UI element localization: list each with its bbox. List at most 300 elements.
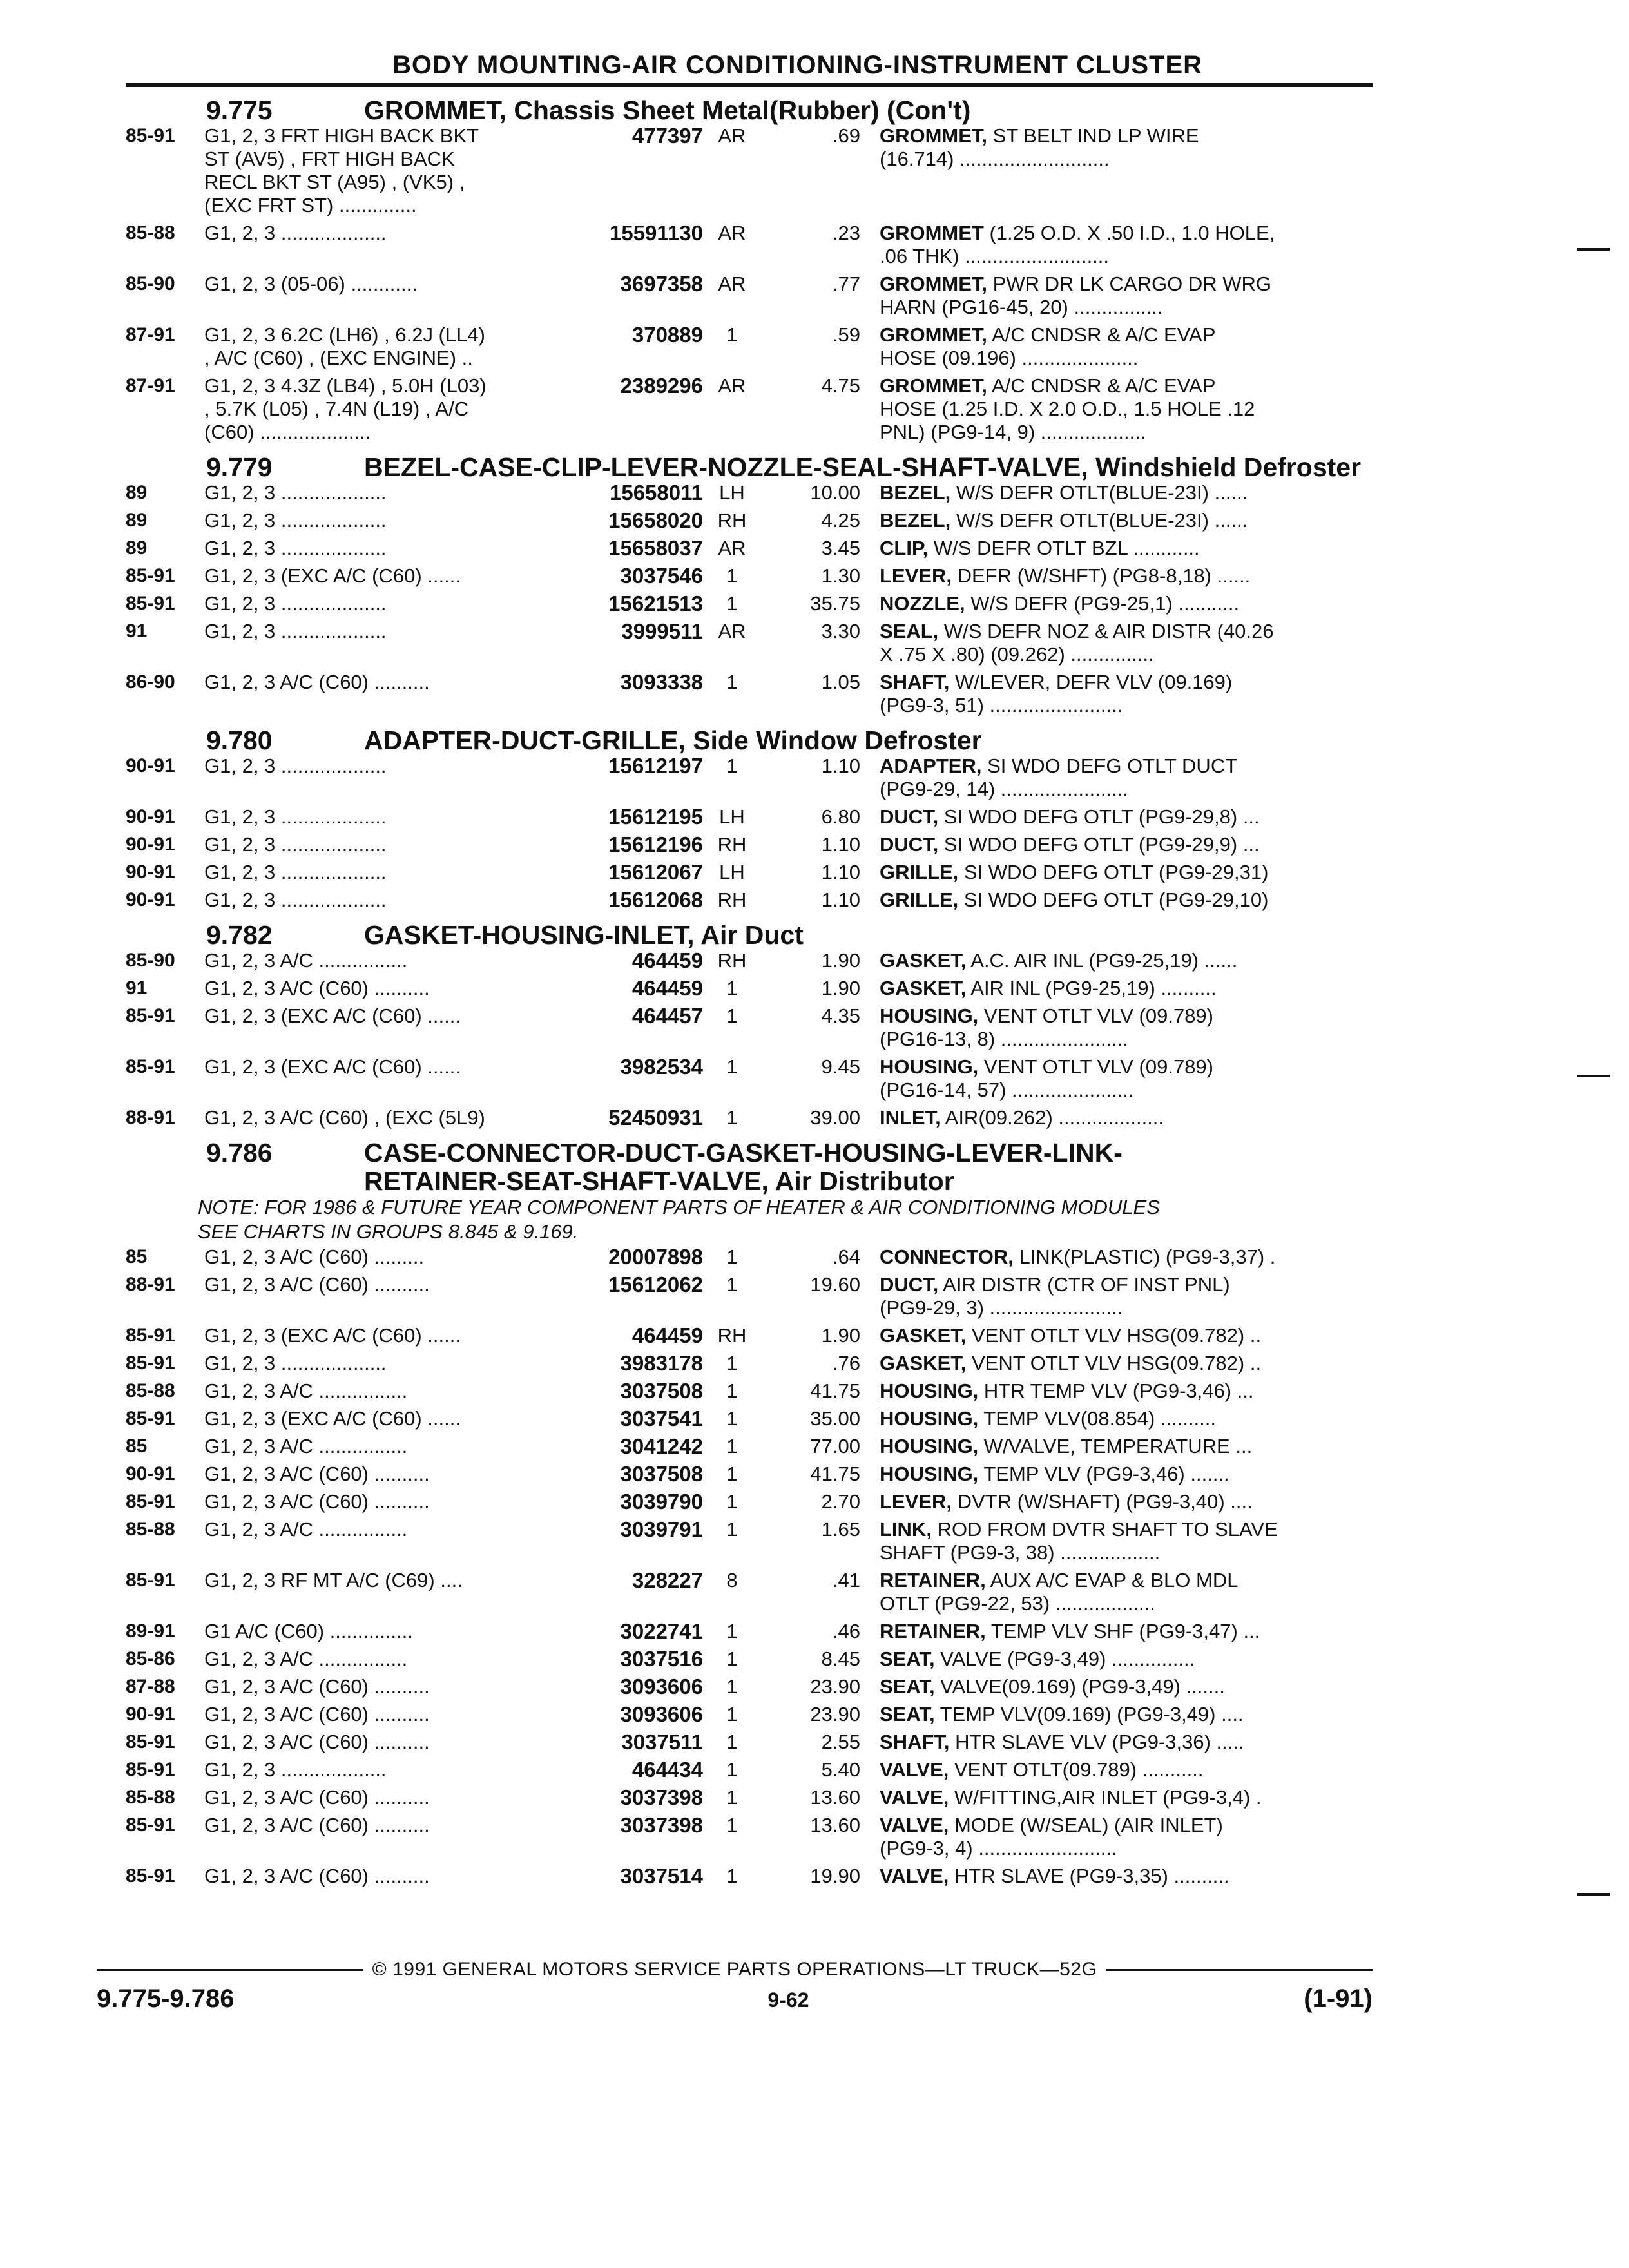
part-number: 370889 (631, 323, 703, 347)
quantity: 1 (726, 754, 738, 777)
price: 8.45 (821, 1648, 860, 1670)
section-title: GROMMET, Chassis Sheet Metal(Rubber) (Con't) (364, 95, 971, 125)
parts-section (126, 1139, 1373, 1888)
application: G1, 2, 3 (EXC A/C (C60) ...... (204, 1407, 461, 1430)
part-name: RETAINER, (880, 1620, 986, 1642)
part-description (880, 124, 1373, 171)
part-name: GROMMET, (880, 273, 988, 295)
part-detail: W/S DEFR OTLT BZL ............ (928, 537, 1200, 559)
application: G1, 2, 3 A/C (C60) ......... (204, 1245, 425, 1268)
quantity: 1 (726, 977, 738, 999)
part-name: SHAFT, (880, 1731, 950, 1753)
part-description (880, 1758, 1373, 1782)
price: 1.10 (821, 833, 860, 856)
quantity: 1 (726, 1352, 738, 1374)
page-title: BODY MOUNTING-AIR CONDITIONING-INSTRUMENT CLUSTER (392, 51, 1203, 79)
sections-container (126, 96, 1373, 1888)
quantity: 1 (726, 1407, 738, 1430)
part-number: 3041242 (620, 1434, 703, 1458)
part-description (880, 1435, 1373, 1458)
model-years: 89 (126, 510, 148, 531)
part-row (126, 1463, 1373, 1486)
part-name: VALVE, (880, 1814, 949, 1836)
application: G1, 2, 3 ................... (204, 620, 387, 642)
price: 41.75 (810, 1463, 860, 1485)
section-number: 9.786 (206, 1138, 273, 1168)
part-number: 3697358 (620, 272, 703, 296)
model-years: 90-91 (126, 755, 175, 776)
price: 19.90 (810, 1865, 860, 1887)
part-detail: W/S DEFR NOZ & AIR DISTR (40.26 X .75 X .80) (09.262) ............... (880, 620, 1274, 666)
price: 4.25 (821, 509, 860, 532)
part-name: CONNECTOR, (880, 1245, 1014, 1268)
model-years: 85-91 (126, 1759, 175, 1780)
part-description (880, 1731, 1373, 1754)
part-detail: VALVE (PG9-3,49) ............... (934, 1648, 1195, 1670)
part-number: 15591130 (609, 221, 703, 245)
section-heading (126, 1139, 1373, 1195)
part-name: DUCT, (880, 805, 939, 828)
part-number: 15658020 (608, 508, 703, 532)
section-heading (126, 453, 1373, 481)
footer-rule (1106, 1969, 1373, 1971)
application: G1, 2, 3 A/C (C60) .......... (204, 671, 430, 693)
part-row (126, 222, 1373, 268)
part-row (126, 1055, 1373, 1102)
quantity: 1 (726, 1703, 738, 1725)
part-row (126, 374, 1373, 444)
part-row (126, 564, 1373, 588)
quantity: 1 (726, 671, 738, 693)
part-name: HOUSING, (880, 1407, 979, 1430)
model-years: 85-91 (126, 1408, 175, 1429)
part-description (880, 861, 1373, 884)
section-heading (126, 726, 1373, 754)
part-name: DUCT, (880, 833, 939, 856)
part-name: VALVE, (880, 1865, 949, 1887)
part-name: BEZEL, (880, 509, 951, 532)
part-row (126, 1786, 1373, 1809)
model-years: 90-91 (126, 1463, 175, 1485)
section-title: BEZEL-CASE-CLIP-LEVER-NOZZLE-SEAL-SHAFT-VALVE, Windshield Defroster (364, 452, 1362, 482)
part-description (880, 537, 1373, 560)
model-years: 85-91 (126, 565, 175, 586)
application: G1 A/C (C60) ............... (204, 1620, 413, 1642)
header-rule (126, 83, 1373, 87)
quantity: 1 (726, 1786, 738, 1809)
application: G1, 2, 3 RF MT A/C (C69) .... (204, 1569, 463, 1591)
part-detail: SI WDO DEFG OTLT (PG9-29,9) ... (938, 833, 1260, 856)
part-number: 3037514 (620, 1864, 703, 1888)
part-detail: VENT OTLT VLV (09.789) (PG16-13, 8) ....................... (880, 1004, 1213, 1050)
footer-section-range: 9.775-9.786 (97, 1984, 235, 2013)
price: 1.90 (821, 1324, 860, 1347)
application: G1, 2, 3 ................... (204, 537, 387, 559)
application: G1, 2, 3 (EXC A/C (C60) ...... (204, 564, 461, 587)
part-detail: PWR DR LK CARGO DR WRG HARN (PG16-45, 20) ................ (880, 273, 1271, 318)
part-row (126, 1814, 1373, 1860)
part-row (126, 861, 1373, 884)
model-years: 85-88 (126, 1787, 175, 1808)
part-description (880, 1324, 1373, 1347)
model-years: 85-91 (126, 1491, 175, 1512)
footer-copyright: © 1991 GENERAL MOTORS SERVICE PARTS OPERATIONS—LT TRUCK—52G (372, 1959, 1097, 1980)
footer-copyright-line (97, 1959, 1373, 1981)
part-row (126, 124, 1373, 217)
price: 35.00 (810, 1407, 860, 1430)
part-detail: A/C CNDSR & A/C EVAP HOSE (1.25 I.D. X 2.0 O.D., 1.5 HOLE .12 PNL) (PG9-14, 9) ................... (880, 374, 1255, 443)
model-years: 85 (126, 1246, 148, 1267)
part-description (880, 1055, 1373, 1102)
part-number: 15658037 (608, 536, 703, 560)
section-title: ADAPTER-DUCT-GRILLE, Side Window Defroster (364, 726, 982, 755)
section-heading (126, 921, 1373, 949)
part-row (126, 1620, 1373, 1643)
part-number: 3037511 (621, 1730, 703, 1754)
model-years: 85-91 (126, 1005, 175, 1026)
part-detail: (1.25 O.D. X .50 I.D., 1.0 HOLE, .06 THK) .......................... (880, 222, 1275, 267)
part-description (880, 1620, 1373, 1643)
price: .23 (832, 222, 860, 244)
part-number: 20007898 (608, 1245, 703, 1269)
quantity: 1 (726, 1518, 738, 1541)
quantity: RH (717, 509, 747, 532)
quantity: 1 (726, 1814, 738, 1836)
price: 1.10 (821, 861, 860, 883)
part-row (126, 1407, 1373, 1430)
part-detail: TEMP VLV (PG9-3,46) ....... (978, 1463, 1229, 1485)
part-detail: VENT OTLT VLV HSG(09.782) .. (966, 1352, 1262, 1374)
price: .64 (832, 1245, 860, 1268)
quantity: AR (718, 537, 746, 559)
footer-date: (1-91) (1304, 1984, 1373, 2013)
part-name: GROMMET, (880, 323, 988, 346)
part-name: ADAPTER, (880, 754, 982, 777)
part-row (126, 537, 1373, 560)
application: G1, 2, 3 A/C (C60) .......... (204, 1814, 430, 1836)
part-description (880, 1865, 1373, 1888)
part-name: HOUSING, (880, 1379, 979, 1402)
application: G1, 2, 3 ................... (204, 509, 387, 532)
model-years: 85-91 (126, 125, 175, 146)
part-number: 15612195 (608, 805, 703, 829)
part-row (126, 754, 1373, 801)
part-detail: VENT OTLT(09.789) ........... (949, 1758, 1204, 1781)
quantity: 1 (726, 1731, 738, 1753)
section-number: 9.779 (206, 452, 273, 482)
quantity: 1 (726, 1758, 738, 1781)
quantity: 1 (726, 1245, 738, 1268)
part-detail: AIR(09.262) ................... (940, 1106, 1164, 1129)
application: G1, 2, 3 A/C (C60) , (EXC (5L9) (204, 1106, 485, 1129)
part-description (880, 1106, 1373, 1129)
part-number: 3037508 (620, 1379, 703, 1403)
part-number: 3022741 (620, 1619, 703, 1643)
part-name: GASKET, (880, 949, 967, 972)
application: G1, 2, 3 ................... (204, 754, 387, 777)
quantity: 1 (726, 1379, 738, 1402)
price: 39.00 (810, 1106, 860, 1129)
model-years: 85-91 (126, 593, 175, 614)
section-heading (126, 96, 1373, 124)
part-name: DUCT, (880, 1273, 939, 1296)
part-row (126, 273, 1373, 319)
part-name: INLET, (880, 1106, 941, 1129)
quantity: LH (719, 805, 745, 828)
part-name: GRILLE, (880, 861, 959, 883)
part-detail: W/S DEFR (PG9-25,1) ........... (965, 592, 1240, 615)
part-detail: HTR SLAVE VLV (PG9-3,36) ..... (949, 1731, 1244, 1753)
part-description (880, 1648, 1373, 1671)
parts-section (126, 726, 1373, 912)
quantity: 1 (726, 1106, 738, 1129)
part-detail: W/S DEFR OTLT(BLUE-23I) ...... (950, 509, 1248, 532)
part-description (880, 889, 1373, 912)
part-description (880, 1569, 1373, 1615)
part-number: 464459 (631, 948, 703, 972)
part-description (880, 977, 1373, 1000)
quantity: 1 (726, 1865, 738, 1887)
part-number: 3037541 (620, 1407, 703, 1430)
part-row (126, 1865, 1373, 1888)
footer-row (97, 1984, 1373, 2013)
part-detail: SI WDO DEFG OTLT (PG9-29,31) (958, 861, 1269, 883)
application: G1, 2, 3 FRT HIGH BACK BKT ST (AV5) , FRT HIGH BACK RECL BKT ST (A95) , (VK5) , (EXC FRT ST) .............. (204, 124, 479, 216)
price: 23.90 (810, 1675, 860, 1698)
part-row (126, 1435, 1373, 1458)
model-years: 87-91 (126, 324, 175, 345)
part-name: VALVE, (880, 1758, 949, 1781)
part-detail: ROD FROM DVTR SHAFT TO SLAVE SHAFT (PG9-3, 38) .................. (880, 1518, 1278, 1564)
part-name: SEAT, (880, 1648, 935, 1670)
part-row (126, 1490, 1373, 1514)
price: 5.40 (821, 1758, 860, 1781)
part-row (126, 1648, 1373, 1671)
part-row (126, 1004, 1373, 1051)
price: 10.00 (810, 481, 860, 504)
part-detail: AIR INL (PG9-25,19) .......... (966, 977, 1217, 999)
part-number: 3037546 (620, 564, 703, 588)
margin-mark (1577, 248, 1610, 251)
part-number: 15612062 (608, 1273, 703, 1296)
application: G1, 2, 3 A/C (C60) .......... (204, 1273, 430, 1296)
part-detail: TEMP VLV(09.169) (PG9-3,49) .... (934, 1703, 1244, 1725)
part-detail: HTR SLAVE (PG9-3,35) .......... (949, 1865, 1229, 1887)
price: 1.30 (821, 564, 860, 587)
part-number: 3037516 (620, 1647, 703, 1671)
part-detail: A/C CNDSR & A/C EVAP HOSE (09.196) ..................... (880, 323, 1216, 369)
part-description (880, 1814, 1373, 1860)
model-years: 85-91 (126, 1865, 175, 1887)
quantity: LH (719, 481, 745, 504)
price: 4.75 (821, 374, 860, 397)
part-row (126, 1273, 1373, 1320)
part-number: 3039790 (620, 1490, 703, 1514)
application: G1, 2, 3 A/C (C60) .......... (204, 1703, 430, 1725)
part-detail: HTR TEMP VLV (PG9-3,46) ... (978, 1379, 1254, 1402)
part-description (880, 671, 1373, 717)
application: G1, 2, 3 ................... (204, 222, 387, 244)
application: G1, 2, 3 ................... (204, 1758, 387, 1781)
part-number: 15658011 (609, 481, 703, 505)
application: G1, 2, 3 (EXC A/C (C60) ...... (204, 1004, 461, 1027)
part-number: 52450931 (608, 1106, 703, 1129)
part-name: LEVER, (880, 1490, 952, 1513)
part-name: HOUSING, (880, 1055, 979, 1078)
part-description (880, 1518, 1373, 1564)
part-row (126, 481, 1373, 505)
application: G1, 2, 3 A/C (C60) .......... (204, 977, 430, 999)
part-row (126, 1324, 1373, 1347)
model-years: 90-91 (126, 806, 175, 827)
part-number: 2389296 (620, 374, 703, 398)
part-name: HOUSING, (880, 1463, 979, 1485)
part-description (880, 1490, 1373, 1514)
part-number: 3999511 (621, 619, 703, 643)
part-description (880, 374, 1373, 444)
quantity: AR (718, 374, 746, 397)
part-detail: A.C. AIR INL (PG9-25,19) ...... (966, 949, 1238, 972)
part-description (880, 754, 1373, 801)
part-detail: W/S DEFR OTLT(BLUE-23I) ...... (950, 481, 1248, 504)
part-name: GRILLE, (880, 889, 959, 911)
model-years: 85-91 (126, 1352, 175, 1374)
application: G1, 2, 3 (EXC A/C (C60) ...... (204, 1324, 461, 1347)
application: G1, 2, 3 A/C ................ (204, 1379, 408, 1402)
parts-section (126, 96, 1373, 444)
application: G1, 2, 3 A/C ................ (204, 1435, 408, 1457)
section-note: NOTE: FOR 1986 & FUTURE YEAR COMPONENT PARTS OF HEATER & AIR CONDITIONING MODULES SEE CHARTS IN GROUPS 8.845 & 9.169. (198, 1196, 1160, 1243)
price: 13.60 (810, 1786, 860, 1809)
part-row (126, 1379, 1373, 1403)
application: G1, 2, 3 ................... (204, 805, 387, 828)
part-name: HOUSING, (880, 1435, 979, 1457)
application: G1, 2, 3 4.3Z (LB4) , 5.0H (L03) , 5.7K (L05) , 7.4N (L19) , A/C (C60) .................... (204, 374, 487, 443)
part-description (880, 1407, 1373, 1430)
price: 77.00 (810, 1435, 860, 1457)
part-row (126, 949, 1373, 972)
part-description (880, 509, 1373, 532)
model-years: 89 (126, 537, 148, 559)
quantity: AR (718, 620, 746, 642)
quantity: RH (717, 949, 747, 972)
part-detail: TEMP VLV(08.854) .......... (978, 1407, 1217, 1430)
part-number: 328227 (631, 1568, 703, 1592)
part-name: CLIP, (880, 537, 929, 559)
part-row (126, 1569, 1373, 1615)
quantity: 1 (726, 1675, 738, 1698)
part-name: SEAT, (880, 1703, 935, 1725)
application: G1, 2, 3 A/C ................ (204, 1648, 408, 1670)
model-years: 85-90 (126, 273, 175, 294)
model-years: 85-91 (126, 1325, 175, 1346)
quantity: AR (718, 273, 746, 295)
price: 35.75 (810, 592, 860, 615)
part-detail: SI WDO DEFG OTLT (PG9-29,10) (958, 889, 1269, 911)
part-row (126, 1703, 1373, 1726)
model-years: 85 (126, 1436, 148, 1457)
price: 1.90 (821, 949, 860, 972)
application: G1, 2, 3 A/C (C60) .......... (204, 1786, 430, 1809)
quantity: 1 (726, 1620, 738, 1642)
part-name: SEAT, (880, 1675, 935, 1698)
part-number: 3093606 (620, 1675, 703, 1698)
part-description (880, 1004, 1373, 1051)
part-row (126, 977, 1373, 1000)
application: G1, 2, 3 6.2C (LH6) , 6.2J (LL4) , A/C (C60) , (EXC ENGINE) .. (204, 323, 485, 369)
part-description (880, 323, 1373, 370)
part-detail: W/FITTING,AIR INLET (PG9-3,4) . (949, 1786, 1262, 1809)
part-name: RETAINER, (880, 1569, 986, 1591)
part-number: 3039791 (620, 1517, 703, 1541)
price: 41.75 (810, 1379, 860, 1402)
application: G1, 2, 3 ................... (204, 833, 387, 856)
part-row (126, 1518, 1373, 1564)
price: .59 (832, 323, 860, 346)
model-years: 90-91 (126, 861, 175, 883)
price: 19.60 (810, 1273, 860, 1296)
margin-mark (1577, 1075, 1610, 1077)
part-name: GROMMET (880, 222, 984, 244)
margin-mark (1577, 1893, 1610, 1896)
application: G1, 2, 3 A/C ................ (204, 1518, 408, 1541)
quantity: RH (717, 889, 747, 911)
part-row (126, 592, 1373, 615)
part-row (126, 323, 1373, 370)
price: .46 (832, 1620, 860, 1642)
application: G1, 2, 3 A/C ................ (204, 949, 408, 972)
part-number: 3037508 (620, 1462, 703, 1486)
part-description (880, 805, 1373, 829)
part-number: 3093338 (620, 670, 703, 694)
part-description (880, 1273, 1373, 1320)
quantity: AR (718, 124, 746, 147)
part-name: LEVER, (880, 564, 952, 587)
model-years: 85-86 (126, 1648, 175, 1669)
catalog-page (126, 48, 1373, 1892)
part-number: 15612197 (608, 754, 703, 778)
application: G1, 2, 3 (05-06) ............ (204, 273, 418, 295)
part-row (126, 1675, 1373, 1698)
model-years: 85-91 (126, 1814, 175, 1836)
quantity: 8 (726, 1569, 738, 1591)
part-row (126, 1106, 1373, 1129)
application: G1, 2, 3 A/C (C60) .......... (204, 1490, 430, 1513)
model-years: 85-88 (126, 222, 175, 244)
application: G1, 2, 3 A/C (C60) .......... (204, 1731, 430, 1753)
part-row (126, 805, 1373, 829)
application: G1, 2, 3 A/C (C60) .......... (204, 1675, 430, 1698)
quantity: 1 (726, 1435, 738, 1457)
price: 4.35 (821, 1004, 860, 1027)
part-description (880, 1245, 1373, 1269)
part-number: 477397 (631, 124, 703, 148)
application: G1, 2, 3 (EXC A/C (C60) ...... (204, 1055, 461, 1078)
quantity: 1 (726, 1273, 738, 1296)
part-description (880, 564, 1373, 588)
quantity: 1 (726, 1463, 738, 1485)
model-years: 85-91 (126, 1731, 175, 1753)
price: 2.70 (821, 1490, 860, 1513)
quantity: 1 (726, 1055, 738, 1078)
part-name: HOUSING, (880, 1004, 979, 1027)
part-detail: AUX A/C EVAP & BLO MDL OTLT (PG9-22, 53) .................. (880, 1569, 1239, 1615)
part-number: 464459 (631, 976, 703, 1000)
price: 9.45 (821, 1055, 860, 1078)
price: 23.90 (810, 1703, 860, 1725)
price: 3.45 (821, 537, 860, 559)
application: G1, 2, 3 ................... (204, 889, 387, 911)
